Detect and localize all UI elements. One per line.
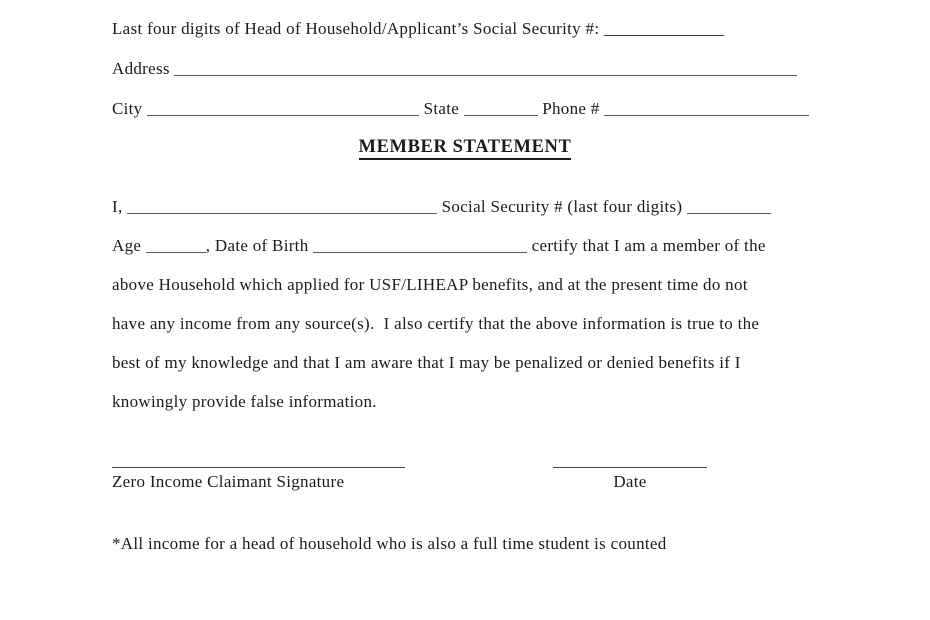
city-state-phone-row (112, 98, 806, 120)
certify-text: certify that I am a member of the (531, 236, 766, 255)
i-label: I, (112, 197, 123, 216)
signature-field[interactable] (112, 452, 405, 468)
ssn4-field[interactable] (687, 200, 771, 214)
date-block (553, 452, 707, 493)
age-dob-row (112, 235, 806, 257)
signature-label: Zero Income Claimant Signature (112, 472, 345, 491)
statement-body-line-2: have any income from any source(s). I also certify that the above information is true to the (112, 314, 760, 333)
statement-body-line-1: above Household which applied for USF/LIHEAP benefits, and at the present time do not (112, 275, 748, 294)
ssn-last4-label: Last four digits of Head of Household/Applicant’s Social Security #: (112, 19, 600, 38)
dob-label: , Date of Birth (205, 236, 309, 255)
city-label: City (112, 99, 143, 118)
footnote-text: *All income for a head of household who is also a full time student is counted (112, 534, 667, 553)
ssn-last4-field[interactable] (604, 22, 724, 36)
age-field[interactable] (146, 239, 206, 253)
state-label: State (423, 99, 460, 118)
ssn4-label: Social Security # (last four digits) (441, 197, 683, 216)
member-name-field[interactable] (127, 200, 437, 214)
signature-block (112, 452, 405, 493)
document-content (112, 0, 806, 620)
dob-field[interactable] (313, 239, 527, 253)
address-row (112, 58, 806, 80)
city-field[interactable] (147, 102, 419, 116)
section-title-row (112, 137, 806, 158)
phone-field[interactable] (604, 102, 809, 116)
member-statement-title: MEMBER STATEMENT (359, 137, 572, 160)
age-label: Age (112, 236, 142, 255)
address-field[interactable] (174, 62, 797, 76)
statement-body-line-3: best of my knowledge and that I am aware that I may be penalized or denied benefits if I (112, 353, 741, 372)
address-label: Address (112, 59, 170, 78)
phone-label: Phone # (542, 99, 600, 118)
ssn-last4-row (112, 18, 806, 40)
name-ssn4-row (112, 196, 806, 218)
state-field[interactable] (464, 102, 538, 116)
date-field[interactable] (553, 452, 707, 468)
statement-body-line-4: knowingly provide false information. (112, 392, 377, 411)
date-label: Date (613, 472, 647, 491)
